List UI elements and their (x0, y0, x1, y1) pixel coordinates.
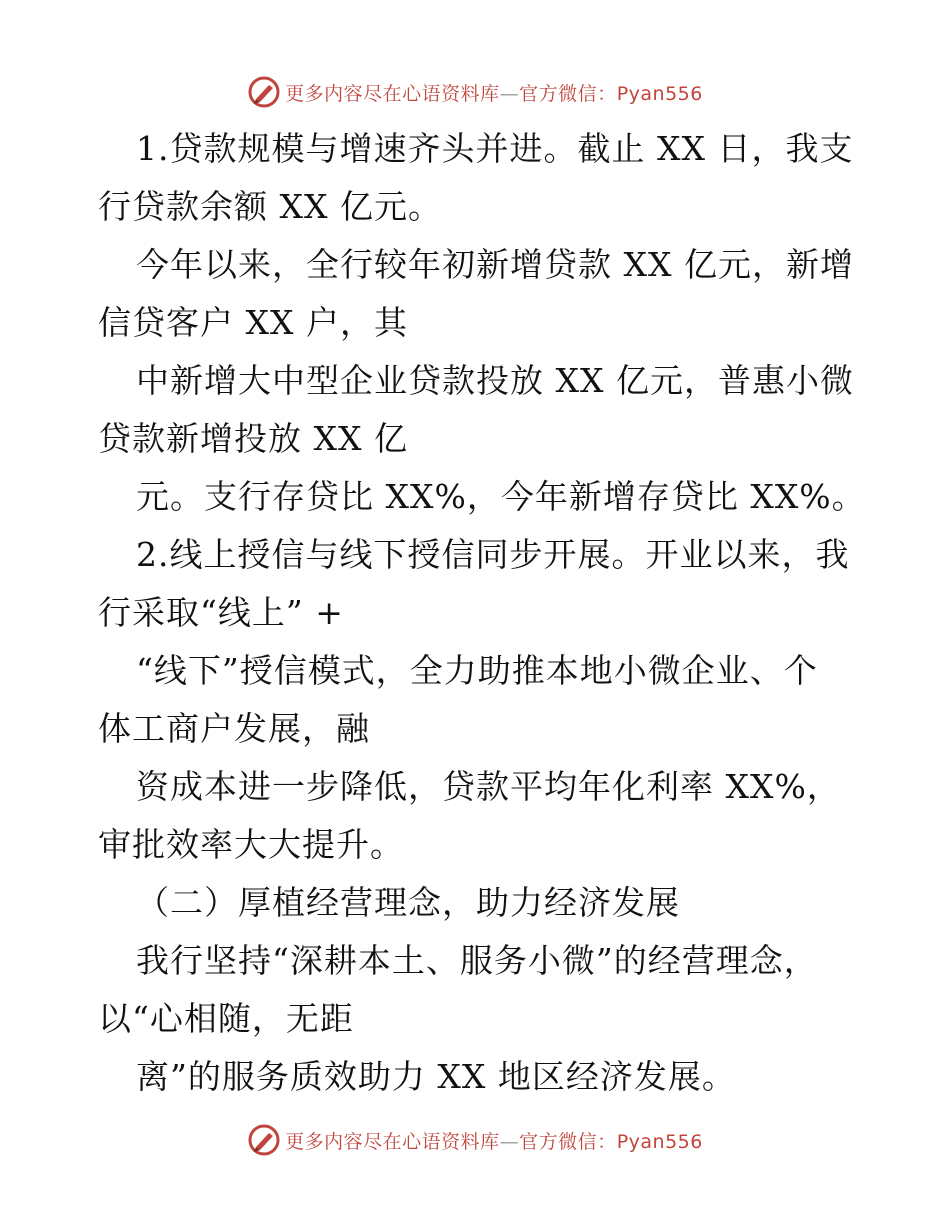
banner-wechat-label: 官方微信： (519, 82, 617, 105)
paragraph-line: 贷款新增投放 XX 亿 (98, 419, 408, 458)
banner-wechat-id: Pyan556 (616, 82, 703, 105)
banner-text (285, 1127, 703, 1154)
banner-text (285, 79, 703, 106)
logo-pen-icon (247, 75, 281, 109)
banner-separator: — (499, 1130, 520, 1153)
section-heading: （二）厚植经营理念，助力经济发展 (136, 883, 680, 922)
paragraph-line: “线下”授信模式，全力助推本地小微企业、个 (136, 651, 818, 690)
banner-wechat-label: 官方微信： (519, 1130, 617, 1153)
banner-wechat-id: Pyan556 (616, 1130, 703, 1153)
paragraph-line: 资成本进一步降低，贷款平均年化利率 XX%， (136, 767, 841, 806)
paragraph-line: 我行坚持“深耕本土、服务小微”的经营理念， (136, 941, 818, 980)
paragraph-line: 以“心相随，无距 (98, 999, 354, 1038)
logo-pen-icon (247, 1123, 281, 1157)
paragraph-line: 元。支行存贷比 XX%，今年新增存贷比 XX%。 (136, 477, 866, 516)
paragraph-line: 2.线上授信与线下授信同步开展。开业以来，我 (136, 535, 850, 574)
paragraph-line: 中新增大中型企业贷款投放 XX 亿元，普惠小微 (136, 361, 854, 400)
header-watermark-banner (0, 72, 950, 112)
paragraph-line: 审批效率大大提升。 (98, 825, 404, 864)
banner-slogan: 更多内容尽在心语资料库 (285, 1130, 500, 1153)
paragraph-line: 1.贷款规模与增速齐头并进。截止 XX 日，我支 (136, 129, 854, 168)
footer-watermark-banner (0, 1120, 950, 1160)
paragraph-line: 行贷款余额 XX 亿元。 (98, 187, 442, 226)
paragraph-line: 今年以来，全行较年初新增贷款 XX 亿元，新增 (136, 245, 854, 284)
paragraph-line: 离”的服务质效助力 XX 地区经济发展。 (136, 1057, 736, 1096)
banner-separator: — (499, 82, 520, 105)
document-body (98, 120, 866, 1106)
paragraph-line: 体工商户发展，融 (98, 709, 370, 748)
paragraph-line: 信贷客户 XX 户，其 (98, 303, 408, 342)
banner-slogan: 更多内容尽在心语资料库 (285, 82, 500, 105)
paragraph-line: 行采取“线上” + (98, 593, 344, 632)
